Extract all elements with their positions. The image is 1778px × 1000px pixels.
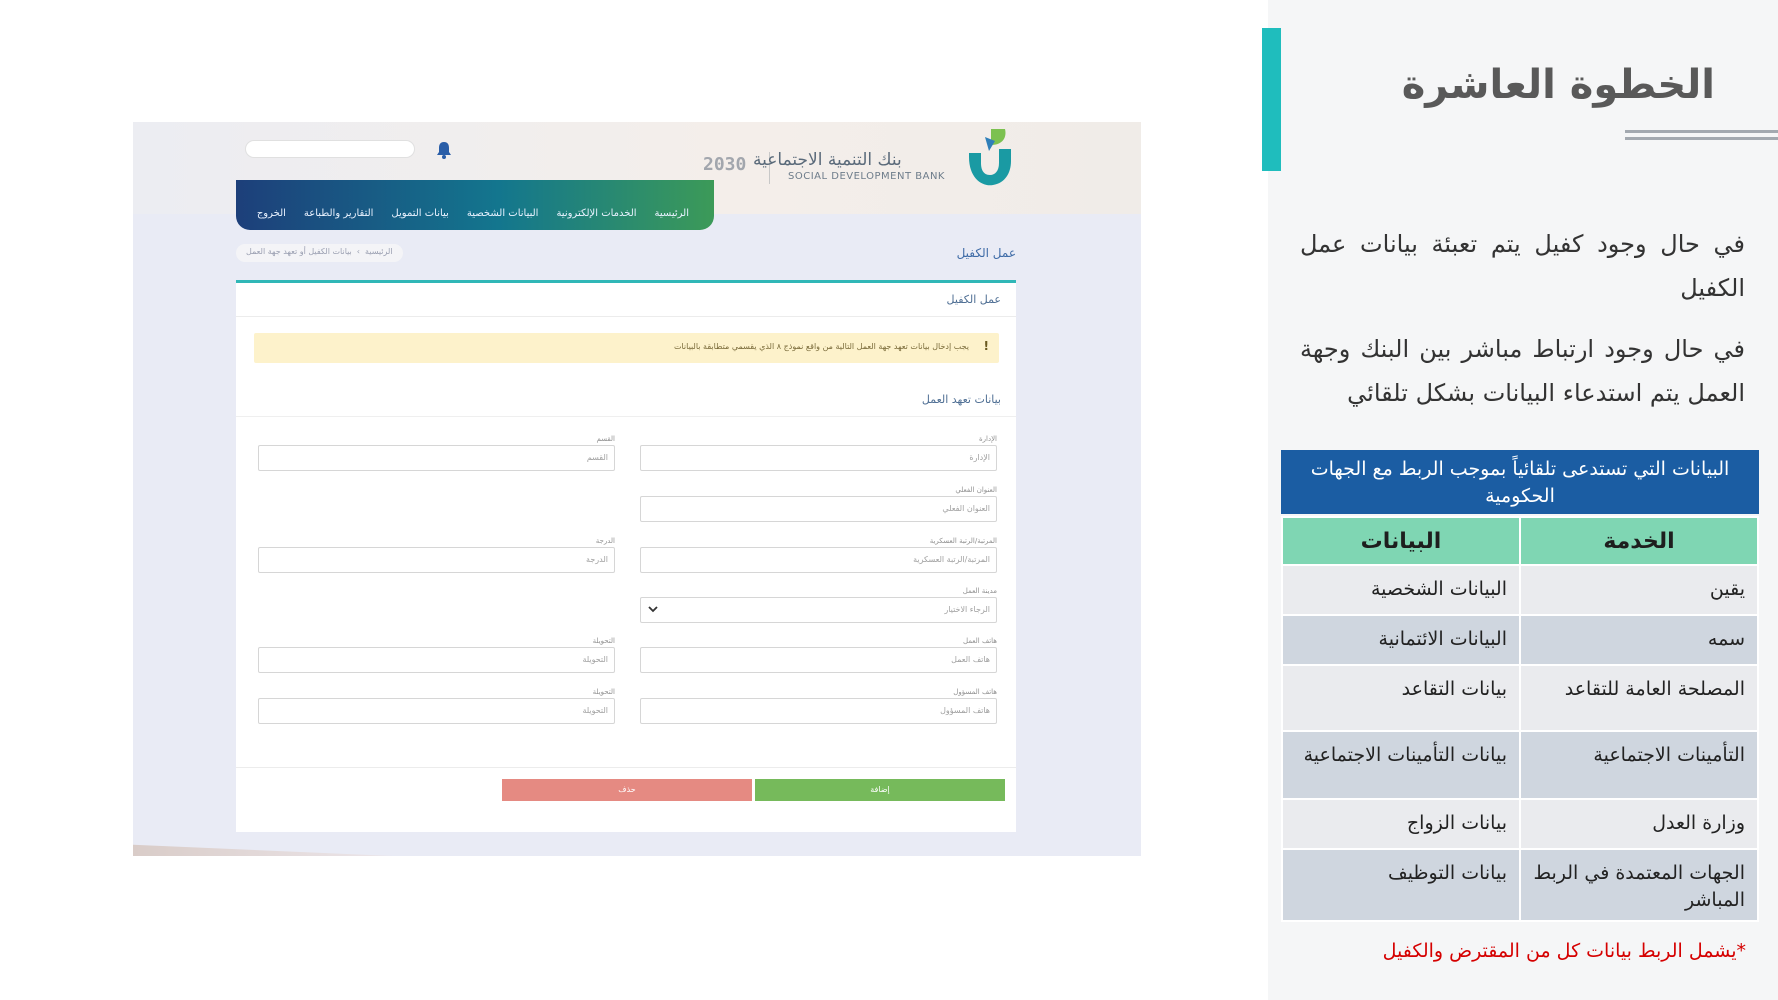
delete-button[interactable]: حذف xyxy=(502,779,752,801)
field-label: مدينة العمل xyxy=(962,587,997,595)
column-header-data: البيانات xyxy=(1282,517,1520,565)
field-label: المرتبة/الرتبة العسكرية xyxy=(929,537,997,545)
field-label: هاتف العمل xyxy=(962,637,997,645)
work-phone-field xyxy=(640,635,997,673)
breadcrumb-home[interactable]: الرئيسية xyxy=(364,247,393,256)
page-title: عمل الكفيل xyxy=(956,246,1016,260)
data-cell: البيانات الشخصية xyxy=(1282,565,1520,615)
bank-logo-icon xyxy=(961,127,1013,191)
divider xyxy=(236,767,1016,768)
step-title: الخطوة العاشرة xyxy=(1401,62,1715,108)
military-rank-field xyxy=(640,535,997,573)
service-cell: يقين xyxy=(1520,565,1758,615)
service-cell: التأمينات الاجتماعية xyxy=(1520,731,1758,799)
work-address-field xyxy=(640,484,997,522)
table-row xyxy=(1282,799,1758,849)
table-row xyxy=(1282,849,1758,921)
table-row xyxy=(1282,731,1758,799)
data-cell: بيانات الزواج xyxy=(1282,799,1520,849)
military-rank-input[interactable]: المرتبة/الرتبة العسكرية xyxy=(640,547,997,573)
search-input[interactable] xyxy=(245,140,415,158)
division-field xyxy=(258,433,615,471)
field-label: العنوان الفعلي xyxy=(955,486,997,494)
divider xyxy=(236,416,1016,417)
field-label: الدرجة xyxy=(595,537,615,545)
chevron-down-icon xyxy=(647,603,659,615)
alert-text: يجب إدخال بيانات تعهد جهة العمل التالية من واقع نموذج ٨ الذي يقسمي متطابقة بالبيانات xyxy=(673,342,969,351)
section-title: بيانات تعهد العمل xyxy=(921,393,1001,406)
bank-name-english: SOCIAL DEVELOPMENT BANK xyxy=(788,171,945,182)
decorative-swoosh xyxy=(133,840,393,856)
data-cell: بيانات التوظيف xyxy=(1282,849,1520,921)
manager-phone-input[interactable]: هاتف المسؤول xyxy=(640,698,997,724)
warning-alert xyxy=(254,333,999,363)
breadcrumb xyxy=(236,244,403,262)
title-underline xyxy=(1625,137,1778,140)
service-cell: وزارة العدل xyxy=(1520,799,1758,849)
title-underline xyxy=(1625,130,1778,133)
table-row xyxy=(1282,615,1758,665)
manager-extension-input[interactable]: التحويلة xyxy=(258,698,615,724)
vision-2030-logo: 2030 xyxy=(703,154,747,175)
table-caption: البيانات التي تستدعى تلقائياً بموجب الربط مع الجهات الحكومية xyxy=(1281,450,1759,514)
data-cell: بيانات التأمينات الاجتماعية xyxy=(1282,731,1520,799)
main-nav xyxy=(236,180,714,230)
government-links-table xyxy=(1281,516,1759,922)
service-cell: الجهات المعتمدة في الربط المباشر xyxy=(1520,849,1758,921)
guarantor-paragraph: في حال وجود كفيل يتم تعبئة بيانات عمل الكفيل xyxy=(1300,230,1745,302)
exclamation-icon: ! xyxy=(983,339,989,353)
data-cell: البيانات الائتمانية xyxy=(1282,615,1520,665)
work-phone-input[interactable]: هاتف العمل xyxy=(640,647,997,673)
field-label: التحويلة xyxy=(592,637,615,645)
department-input[interactable]: الإدارة xyxy=(640,445,997,471)
division-input[interactable]: القسم xyxy=(258,445,615,471)
add-button[interactable]: إضافة xyxy=(755,779,1005,801)
nav-item-home[interactable]: الرئيسية xyxy=(654,208,689,219)
work-city-field xyxy=(640,585,997,623)
manager-phone-field xyxy=(640,686,997,724)
extension-input[interactable]: التحويلة xyxy=(258,647,615,673)
bell-icon[interactable] xyxy=(435,140,453,160)
field-label: التحويلة xyxy=(592,688,615,696)
column-header-service: الخدمة xyxy=(1520,517,1758,565)
work-address-input[interactable]: العنوان الفعلي xyxy=(640,496,997,522)
grade-input[interactable]: الدرجة xyxy=(258,547,615,573)
nav-item-reports[interactable]: التقارير والطباعة xyxy=(303,208,374,219)
extension-field xyxy=(258,635,615,673)
service-cell: سمه xyxy=(1520,615,1758,665)
table-row xyxy=(1282,565,1758,615)
service-cell: المصلحة العامة للتقاعد xyxy=(1520,665,1758,731)
work-city-select[interactable] xyxy=(640,597,997,623)
nav-item-financing[interactable]: بيانات التمويل xyxy=(391,208,449,219)
field-label: هاتف المسؤول xyxy=(953,688,997,696)
accent-bar xyxy=(1262,28,1281,171)
data-cell: بيانات التقاعد xyxy=(1282,665,1520,731)
footnote: *يشمل الربط بيانات كل من المقترض والكفيل xyxy=(1382,940,1746,962)
divider xyxy=(236,316,1016,317)
select-value: الرجاء الاختيار xyxy=(944,605,990,614)
nav-item-logout[interactable]: الخروج xyxy=(256,208,286,219)
field-label: الإدارة xyxy=(978,435,997,443)
field-label: القسم xyxy=(596,435,615,443)
department-field xyxy=(640,433,997,471)
table-row xyxy=(1282,665,1758,731)
grade-field xyxy=(258,535,615,573)
nav-item-eservices[interactable]: الخدمات الإلكترونية xyxy=(556,208,637,219)
card-title: عمل الكفيل xyxy=(946,293,1001,306)
bank-name-arabic: بنك التنمية الاجتماعية xyxy=(753,150,902,170)
breadcrumb-current: بيانات الكفيل أو تعهد جهة العمل xyxy=(246,247,352,256)
nav-item-personal-data[interactable]: البيانات الشخصية xyxy=(466,208,539,219)
form-screenshot xyxy=(133,122,1141,856)
form-card xyxy=(236,280,1016,832)
breadcrumb-separator: › xyxy=(356,247,360,256)
manager-extension-field xyxy=(258,686,615,724)
auto-fetch-paragraph: في حال وجود ارتباط مباشر بين البنك وجهة العمل يتم استدعاء البيانات بشكل تلقائي xyxy=(1300,335,1745,407)
